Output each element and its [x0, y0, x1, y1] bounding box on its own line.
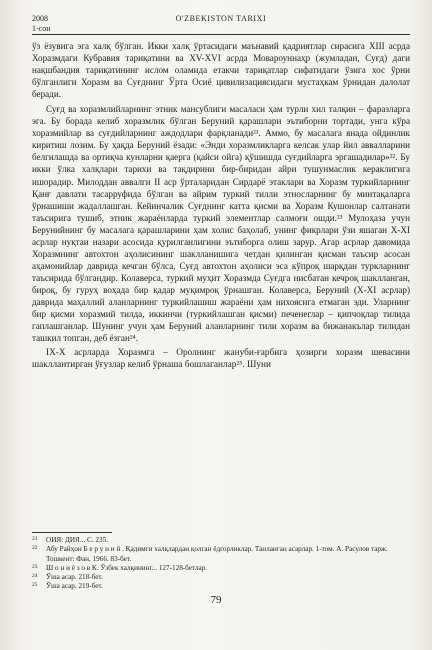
page-number: 79: [210, 594, 222, 606]
footnote-22: [32, 545, 410, 564]
footnote-number: 21: [32, 536, 38, 542]
footnote-number: 25: [32, 582, 38, 589]
footnotes: [32, 536, 410, 592]
footnote-23: [32, 564, 410, 573]
header-journal-title: O'ZBEKISTON TARIXI: [175, 14, 267, 23]
header-volume: 1-сон: [32, 24, 51, 33]
footnote-text: Абу Райҳон Б е р у н и й . Қадимги халқлардан қолган ёдгорликлар. Танланган асарлар. 1-том. А. Расулов тарж. Тошкент: Фан, 1966. 83-бет.: [46, 545, 388, 563]
running-header: [32, 14, 410, 36]
main-text: [32, 40, 410, 371]
footnote-text: Ўша асар. 219-бет.: [46, 582, 103, 591]
footnote-rule: [32, 532, 112, 533]
paragraph-3: IX-X асрларда Хоразмга – Оролнинг жануби-ғарбига ҳозирги хоразм шевасини шакллантирган ўғузлар келиб ўрнаша бошлаганлар²⁵. Шуни: [32, 348, 410, 371]
header-year: 2008: [32, 14, 48, 23]
footnote-number: 23: [32, 563, 38, 570]
footnote-text: Ўша асар. 218-бет.: [46, 573, 103, 582]
paragraph-2: Суғд ва хоразмлийларнинг этник мансублиги масаласи ҳам турли хил талқин – фаразларга эга. Бу борада келиб хоразмлик бўлган Беруний қарашлари эътиборни тортади, унга кўра хоразмийлар ва суғдийларнинг аждодлари фарқланади²¹. Аммо, бу масалага янада ойдинлик киритиш лозим. Бу ҳақда Беруний ёзади: «Энди хоразмликларга келсак улар йил аввалларини белгилашда ва ортиқча кунларни қаерга (қайси ойга) қўшишда суғдийларга эргашадилар»²². Бу икки ўлка халқлари тарихи ва тақдирини бир-биридан айри тушунмаслик кераклигига ишорадир. Милоддан аввалги II аср ўрталаридан Сирдарё этаклари ва Хоразм туркийларнинг Қанғ давлати тасарруфида бўлган ва айрим туркий тилли этносларнинг бу минтақаларга ўрнашиши жадаллашган. Кейинчалик Суғднинг катта қисми ва Хоразм Кушонлар салтанати таъсирига тушиб, этник жараёнларда туркий элементлар салмоғи ошди.²³ Мулоҳаза учун Берунийнинг бу масалага қарашларини ҳам холис баҳолаб, унинг фикрлари ўзи яшаган X-XI асрлар нуқтаи назари асосида қурилганлигини эътиборга олиш зарур. Агар асрлар давомида Хоразмнинг автохтон аҳолисининг шаклланишига четдан қилинган қисман таъсир асосан аҳамонийлар даврида кечган бўлса, Суғд автохтон аҳолиси эса кўпроқ шарқдан туркларнинг таъсирида бўлгандир. Колаверса, туркий муҳит Хоразмда Суғдга нисбатан кечроқ шаклланган, бироқ, бу гуруҳ воҳада бир қадар муқимроқ ўрнашган. Колаверса, Беруний (X-XI асрлар) даврида маҳаллий аланларнинг туркийлашиш жараёни ҳам нихоясига етмаган эди. Уларнинг бир қисми хоразмий тилда, иккинчи (туркийлашган қисми) печенеглар – қипчоқлар тилида гаплашганлар. Шунинг учун ҳам Беруний аланларнинг тили хоразм ва бижанакълар тилидан ташкил топган, деб ёзган²⁴.: [32, 104, 410, 344]
footnote-number: 22: [32, 545, 38, 552]
footnote-21: [32, 536, 410, 545]
footnote-number: 24: [32, 573, 38, 580]
header-rule: [32, 34, 410, 35]
paragraph-1: ўз ёзувига эга халқ бўлган. Икки халқ ўртасидаги маънавий қадриятлар сирасига XIII асрда Хоразмдаги Кубравия тариқатини ва XV-XVI асрда Мовароуннаҳр (жумладан, Суғд) даги нақшбандия тариқатининг ислом оламида етакчи тариқатлар сифатидаги ўзига хос ўрни бўлганлиги Хоразм ва Суғднинг Ўрта Осиё цивилизациясидаги мустаҳкам ўрнидан далолат беради.: [32, 41, 410, 100]
footnote-25: [32, 582, 410, 591]
footnote-text: ОИЯ: ДИЯ... С. 235.: [46, 536, 109, 544]
footnote-text: Ш о н и ё з о в К. Ўзбек халқининг... 127-128-бетлар.: [46, 563, 208, 572]
